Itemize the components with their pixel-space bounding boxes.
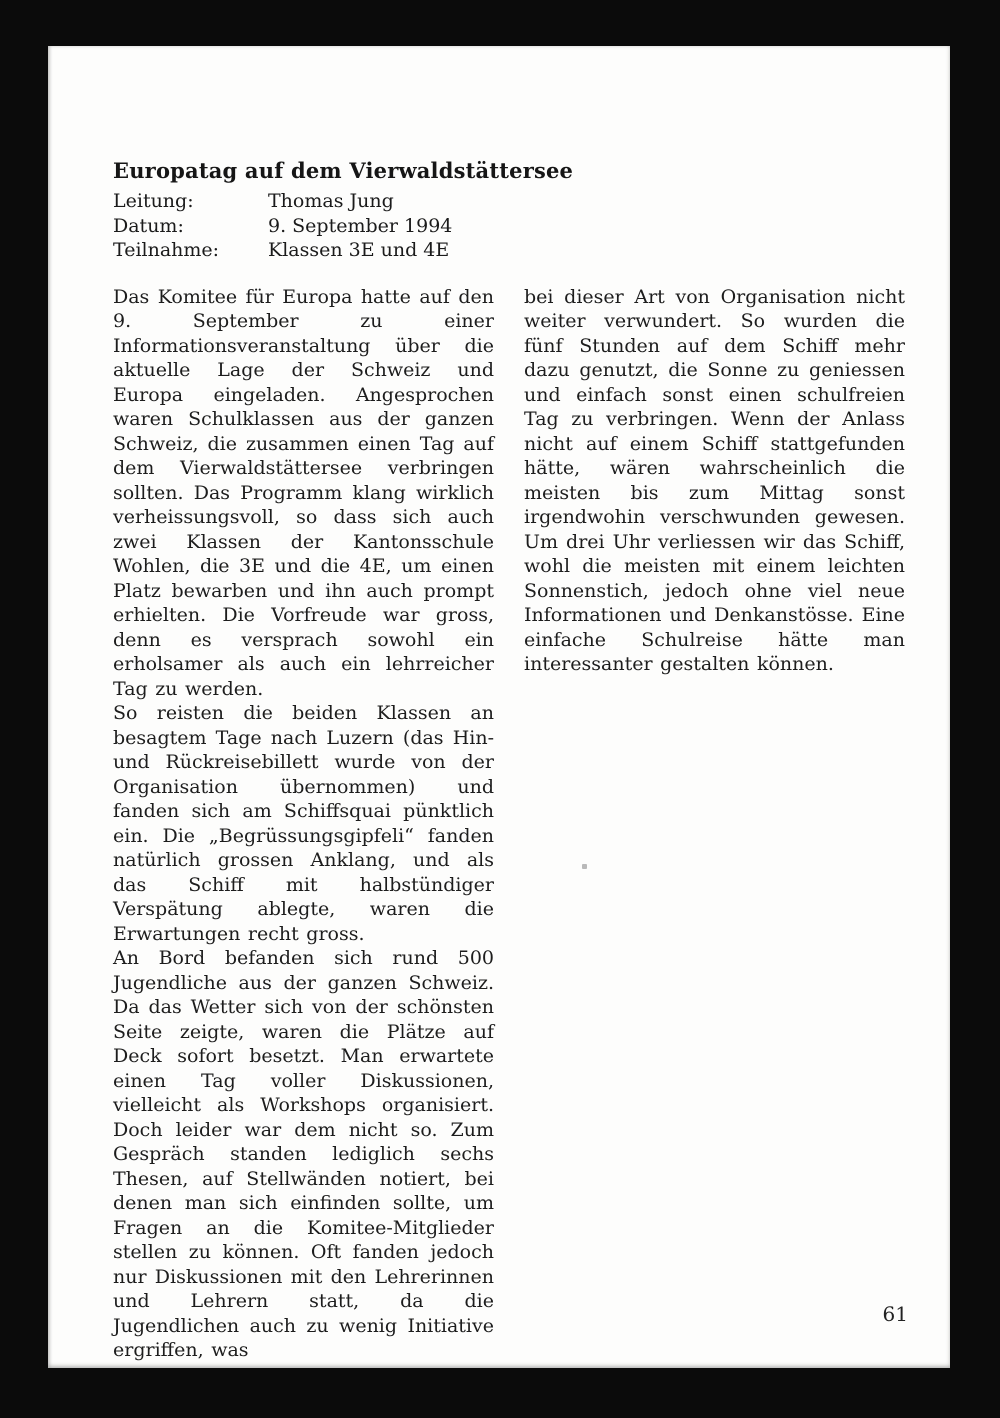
meta-label-teilnahme: Teilnahme: [113,239,220,261]
left-column [113,285,494,1363]
article-title: Europatag auf dem Vierwaldstättersee [113,158,574,183]
meta-value-datum: 9. September 1994 [268,214,453,237]
paragraph: An Bord befanden sich rund 500 Jugendliche aus der ganzen Schweiz. Da das Wetter sich von der schönsten Seite zeigte, waren die Plätze auf Deck sofort besetzt. Man erwartete einen Tag voller Diskussionen, vielleicht als Workshops organisiert. Doch leider war dem nicht so. Zum Gespräch standen lediglich sechs Thesen, auf Stellwänden notiert, bei denen man sich einfinden sollte, um Fragen an die Komitee-Mitglieder stellen zu können. Oft fanden jedoch nur Diskussionen mit den Lehrerinnen und Lehrern statt, da die Jugendlichen auch zu wenig Initiative ergriffen, was [113,947,494,1361]
paragraph: bei dieser Art von Organisation nicht weiter verwundert. So wurden die fünf Stunden auf dem Schiff mehr dazu genutzt, die Sonne zu geniessen und einfach sonst einen schulfreien Tag zu verbringen. Wenn der Anlass nicht auf einem Schiff stattgefunden hätte, wären wahrscheinlich die meisten bis zum Mittag sonst irgendwohin verschwunden gewesen. Um drei Uhr verliessen wir das Schiff, wohl die meisten mit einem leichten Sonnenstich, jedoch ohne viel neue Informationen und Denkanstösse. Eine einfache Schulreise hätte man interessanter gestalten können. [524,285,905,675]
right-column [524,285,905,1363]
meta-row-teilnahme [113,238,905,263]
document-page [48,46,950,1368]
meta-row-leitung [113,189,905,214]
page-number: 61 [882,1302,908,1326]
paragraph: Das Komitee für Europa hatte auf den 9. September zu einer Informationsveranstaltung über die aktuelle Lage der Schweiz und Europa eingeladen. Angesprochen waren Schulklassen aus der ganzen Schweiz, die zusammen einen Tag auf dem Vierwaldstättersee verbringen sollten. Das Programm klang wirklich verheissungsvoll, so dass sich auch zwei Klassen der Kantonsschule Wohlen, die 3E und die 4E, um einen Platz bewarben und ihn auch prompt erhielten. Die Vorfreude war gross, denn es versprach sowohl ein erholsamer als auch ein lehrreicher Tag zu werden. [113,285,494,700]
article-meta [113,189,905,263]
paragraph: So reisten die beiden Klassen an besagtem Tage nach Luzern (das Hin- und Rückreisebillett wurde von der Organisation übernommen) und fanden sich am Schiffsquai pünktlich ein. Die „Begrüssungsgipfeli“ fanden natürlich grossen Anklang, und als das Schiff mit halbstündiger Verspätung ablegte, waren die Erwartungen recht gross. [113,702,494,945]
meta-label-datum: Datum: [113,214,184,237]
meta-value-teilnahme: Klassen 3E und 4E [268,239,450,261]
scan-speck [582,864,587,869]
two-column-body [113,285,905,1363]
meta-row-datum [113,214,905,239]
meta-label-leitung: Leitung: [113,190,194,212]
page-content [113,158,905,1363]
meta-value-leitung: Thomas Jung [268,190,394,212]
